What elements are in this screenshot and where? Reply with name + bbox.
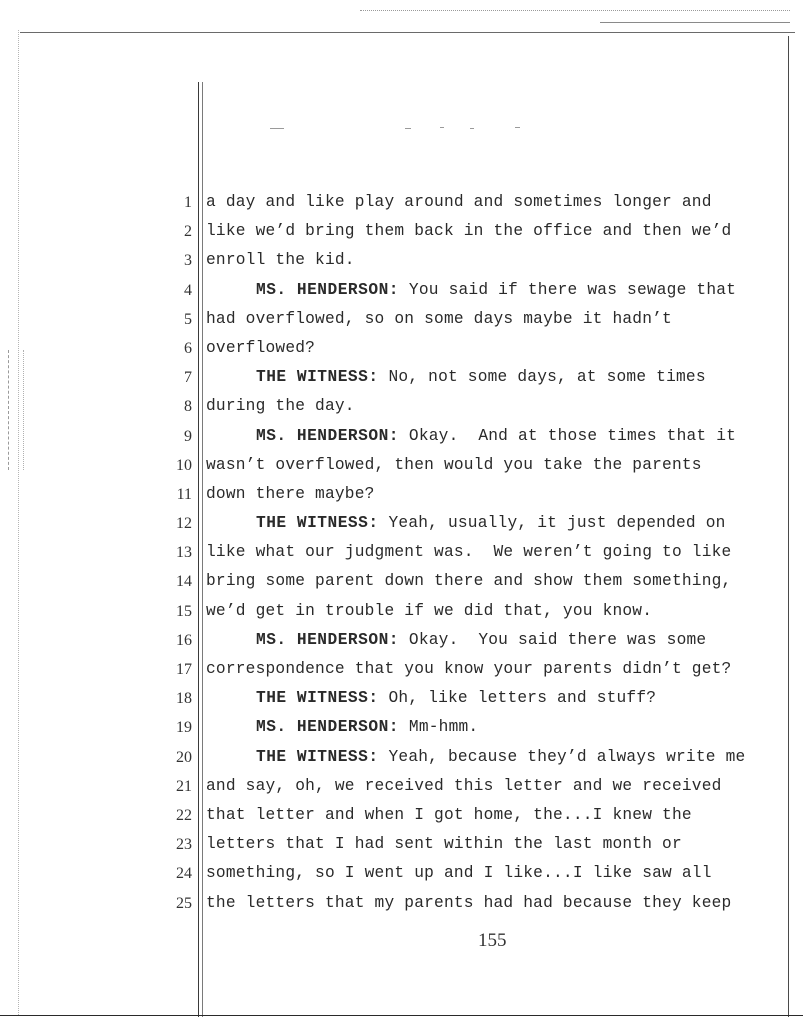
scan-artifact-rule [600,22,790,23]
line-body: Mm-hmm. [399,718,479,737]
line-text [206,772,722,801]
speaker-label: THE WITNESS: [256,514,379,533]
line-number: 10 [176,456,192,474]
line-number: 22 [176,806,192,824]
line-text [206,801,692,830]
transcript-line [150,334,790,363]
page-number: 155 [478,930,507,951]
line-text [206,859,712,888]
line-number: 11 [176,485,192,503]
line-text [206,363,706,392]
line-text [206,626,706,655]
line-number: 16 [176,631,192,649]
transcript-line [150,772,790,801]
line-text [206,889,731,918]
line-text [206,334,315,363]
transcript-line [150,509,790,538]
line-body: correspondence that you know your parents didn’t get? [206,660,732,678]
line-body: enroll the kid. [206,251,355,270]
transcript-line [150,480,790,509]
line-number: 5 [184,310,192,328]
transcript-line [150,188,790,217]
transcript-lines [150,188,790,918]
line-body: No, not some days, at some times [378,368,706,387]
bottom-rule [0,1015,803,1016]
line-number: 9 [184,427,192,445]
line-text [206,188,712,217]
line-text [206,217,731,246]
line-body: Okay. And at those times that it [399,426,737,445]
transcript-line [150,422,790,451]
line-text [206,538,731,567]
transcript-line [150,246,790,275]
line-body: during the day. [206,397,355,416]
scan-speck [270,128,284,129]
line-number: 23 [176,836,192,854]
line-text [206,422,736,451]
line-body: bring some parent down there and show them something, [206,572,732,591]
speaker-label: MS. HENDERSON: [256,426,399,445]
line-body: like what our judgment was. We weren’t going to like [206,543,732,562]
scan-artifact-rule [360,10,790,11]
line-body: and say, oh, we received this letter and we received [206,776,722,795]
line-text [206,567,731,596]
line-body: You said if there was sewage that [399,280,737,299]
transcript-line [150,276,790,305]
line-body: that letter and when I got home, the...I knew the [206,805,692,824]
transcript-line [150,859,790,888]
transcript-line [150,830,790,859]
line-body: the letters that my parents had had because they keep [206,893,732,912]
scan-speck [515,127,520,128]
line-number: 14 [176,573,192,591]
line-body: overflowed? [206,338,316,357]
line-body: letters that I had sent within the last month or [206,835,682,854]
header-rule [20,32,795,33]
transcript-line [150,684,790,713]
line-number: 3 [184,252,192,270]
transcript-line [150,713,790,742]
line-number: 20 [176,748,192,766]
line-number: 18 [176,690,192,708]
line-text [206,392,355,421]
transcript-line [150,392,790,421]
line-number: 13 [176,544,192,562]
line-body: wasn’t overflowed, then would you take the parents [206,455,702,474]
line-number: 21 [176,777,192,795]
line-text [206,743,745,772]
line-body: Yeah, usually, it just depended on [378,514,726,533]
line-body: something, so I went up and I like...I like saw all [206,864,712,883]
transcript-line [150,801,790,830]
line-text [206,597,652,626]
transcript-line [150,538,790,567]
scan-speck [440,127,444,128]
line-number: 25 [176,894,192,912]
line-body: we’d get in trouble if we did that, you know. [206,601,653,620]
transcript-line [150,655,790,684]
line-text [206,684,656,713]
line-number: 6 [184,339,192,357]
line-number: 2 [184,223,192,241]
line-number: 4 [184,281,192,299]
line-number: 1 [184,194,192,211]
transcript-line [150,889,790,918]
line-text [206,830,682,859]
line-text [206,655,731,684]
line-body: like we’d bring them back in the office and then we’d [206,222,732,241]
speaker-label: MS. HENDERSON: [256,718,399,737]
scan-artifact-side-mark [8,350,24,470]
line-text [206,305,672,334]
line-number: 17 [176,661,192,678]
line-number: 24 [176,865,192,883]
line-text [206,276,736,305]
transcript-line [150,567,790,596]
scan-speck [405,128,411,129]
line-body: had overflowed, so on some days maybe it hadn’t [206,309,672,328]
transcript-line [150,305,790,334]
line-body: down there maybe? [206,484,375,503]
speaker-label: THE WITNESS: [256,368,379,387]
transcript-line [150,217,790,246]
transcript-line [150,451,790,480]
line-body: a day and like play around and sometimes longer and [206,193,712,211]
scan-speck [470,128,474,129]
line-text [206,509,726,538]
transcript-line [150,743,790,772]
transcript-line [150,597,790,626]
speaker-label: MS. HENDERSON: [256,280,399,299]
line-number: 8 [184,398,192,416]
speaker-label: THE WITNESS: [256,689,379,708]
line-number: 7 [184,369,192,387]
line-body: Yeah, because they’d always write me [378,747,746,766]
line-text [206,713,478,742]
transcript-line [150,626,790,655]
line-body: Oh, like letters and stuff? [378,689,657,708]
speaker-label: MS. HENDERSON: [256,630,399,649]
line-body: Okay. You said there was some [399,630,707,649]
line-number: 19 [176,719,192,737]
line-text [206,246,355,275]
line-text [206,451,702,480]
line-text [206,480,375,509]
speaker-label: THE WITNESS: [256,747,379,766]
transcript-line [150,363,790,392]
line-number: 15 [176,602,192,620]
page-left-edge [18,30,19,1015]
line-number: 12 [176,515,192,533]
